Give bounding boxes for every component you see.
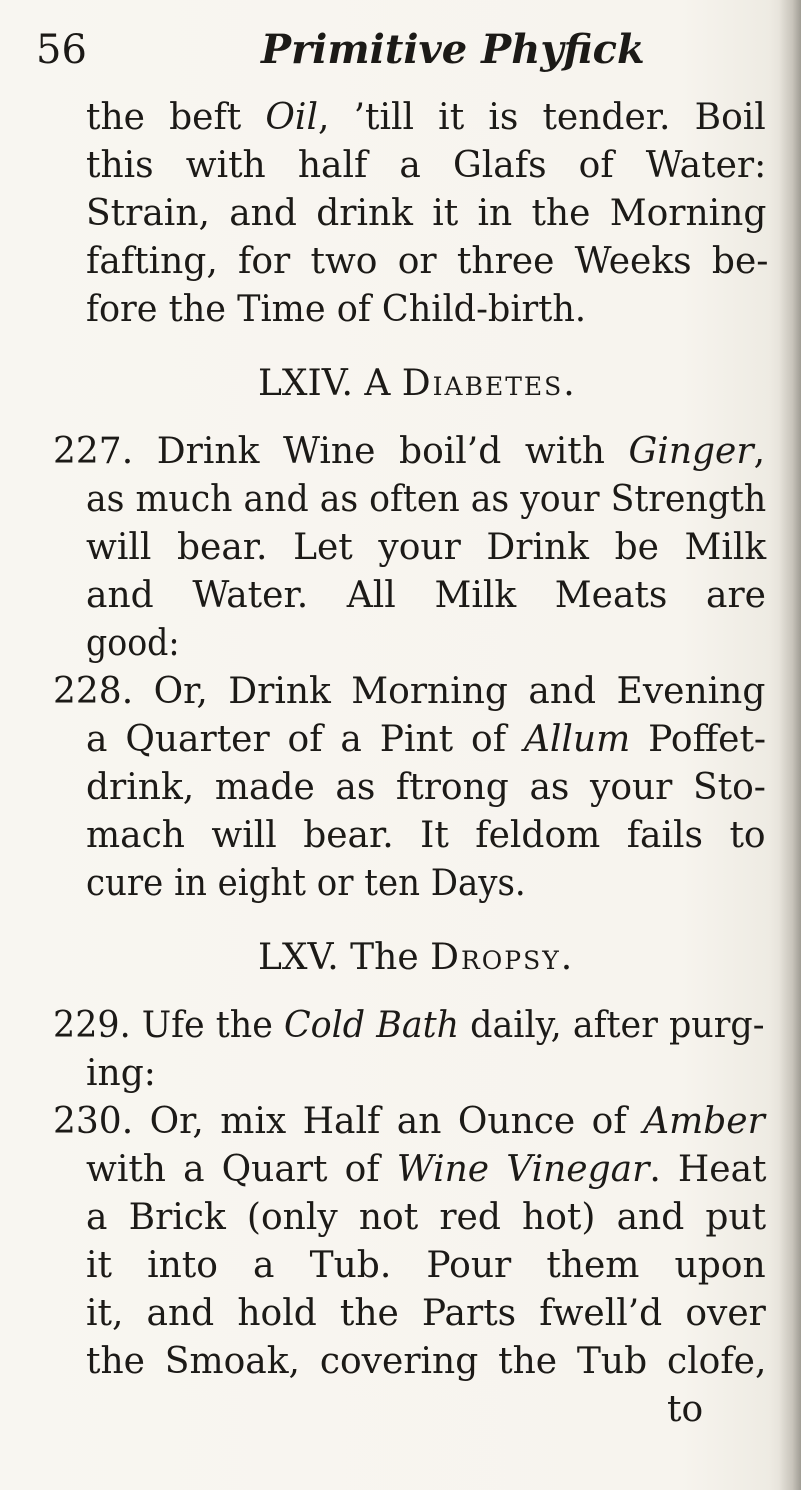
text-segment: to — [667, 1389, 704, 1430]
text-line — [86, 624, 180, 664]
italic-phrase: Ginger — [628, 431, 754, 472]
text-segment: a Brick (only not red hot) and put — [86, 1197, 767, 1238]
text-line — [86, 146, 766, 186]
text-segment: Strain, and drink it in the Morning — [86, 193, 767, 234]
text-segment: a Quarter of a Pint of — [86, 719, 524, 760]
text-line — [86, 242, 768, 282]
text-segment: 230. Or, mix Half an Ounce of — [53, 1101, 644, 1142]
text-line — [86, 1342, 766, 1382]
text-line — [86, 576, 766, 616]
text-segment: 229. Ufe the — [53, 1005, 284, 1046]
text-line — [86, 1150, 767, 1190]
text-segment: and Water. All Milk Meats are — [86, 575, 766, 616]
text-line — [258, 938, 574, 978]
text-line — [86, 194, 766, 234]
text-segment: fafting, for two or three Weeks be- — [86, 241, 769, 282]
text-segment: daily, after purg- — [459, 1005, 765, 1046]
text-line — [53, 1102, 765, 1142]
text-line — [86, 864, 526, 904]
text-segment: 227. Drink Wine boil’d with — [53, 431, 629, 472]
text-line — [86, 1198, 766, 1238]
text-segment: . Heat — [649, 1149, 767, 1190]
text-segment: LXIV. A — [258, 363, 402, 404]
page-gutter-shadow — [779, 0, 801, 1490]
text-line — [53, 432, 765, 472]
text-segment: ing: — [86, 1053, 156, 1094]
text-line — [86, 290, 586, 330]
text-line — [86, 768, 766, 808]
text-line — [86, 816, 766, 856]
text-line — [86, 480, 766, 520]
text-line — [667, 1390, 703, 1430]
text-segment: , ’till it is tender. Boil — [317, 97, 766, 138]
text-segment: , — [753, 431, 766, 472]
page-header — [36, 20, 756, 80]
italic-phrase: Cold Bath — [283, 1005, 460, 1046]
running-head: Primitive Phyfick — [261, 26, 645, 73]
text-line — [86, 1294, 766, 1334]
text-segment: LXV. The — [258, 937, 431, 978]
text-line — [86, 1246, 766, 1286]
text-segment: drink, made as ftrong as your Sto- — [86, 767, 766, 808]
text-segment: with a Quart of — [86, 1149, 397, 1190]
text-segment: good: — [86, 623, 180, 664]
text-segment: as much and as often as your Strength — [86, 479, 767, 520]
text-segment: 228. Or, Drink Morning and Evening — [53, 671, 766, 712]
text-segment: fore the Time of Child-birth. — [86, 289, 587, 330]
small-caps-heading-word: Diabetes. — [401, 363, 577, 404]
italic-phrase: Wine Vinegar — [396, 1149, 650, 1190]
text-segment: will bear. Let your Drink be Milk — [86, 527, 767, 568]
text-line — [258, 364, 577, 404]
text-line — [86, 1054, 156, 1094]
text-segment: this with half a Glafs of Water: — [86, 145, 767, 186]
small-caps-heading-word: Dropsy. — [430, 937, 575, 978]
text-line — [86, 98, 766, 138]
text-segment: mach will bear. It feldom fails to — [86, 815, 766, 856]
text-segment: cure in eight or ten Days. — [86, 863, 526, 904]
text-line — [53, 672, 765, 712]
text-line — [86, 720, 766, 760]
text-segment: it, and hold the Parts fwell’d over — [86, 1293, 766, 1334]
page-number: 56 — [36, 27, 87, 73]
text-segment: the beft — [86, 97, 266, 138]
text-line — [53, 1006, 765, 1046]
text-line — [86, 528, 766, 568]
text-segment: it into a Tub. Pour them upon — [86, 1245, 766, 1286]
italic-phrase: Amber — [643, 1101, 765, 1142]
italic-phrase: Allum — [523, 719, 631, 760]
text-segment: Poffet- — [630, 719, 767, 760]
text-segment: the Smoak, covering the Tub clofe, — [86, 1341, 767, 1382]
italic-phrase: Oil — [265, 97, 318, 138]
